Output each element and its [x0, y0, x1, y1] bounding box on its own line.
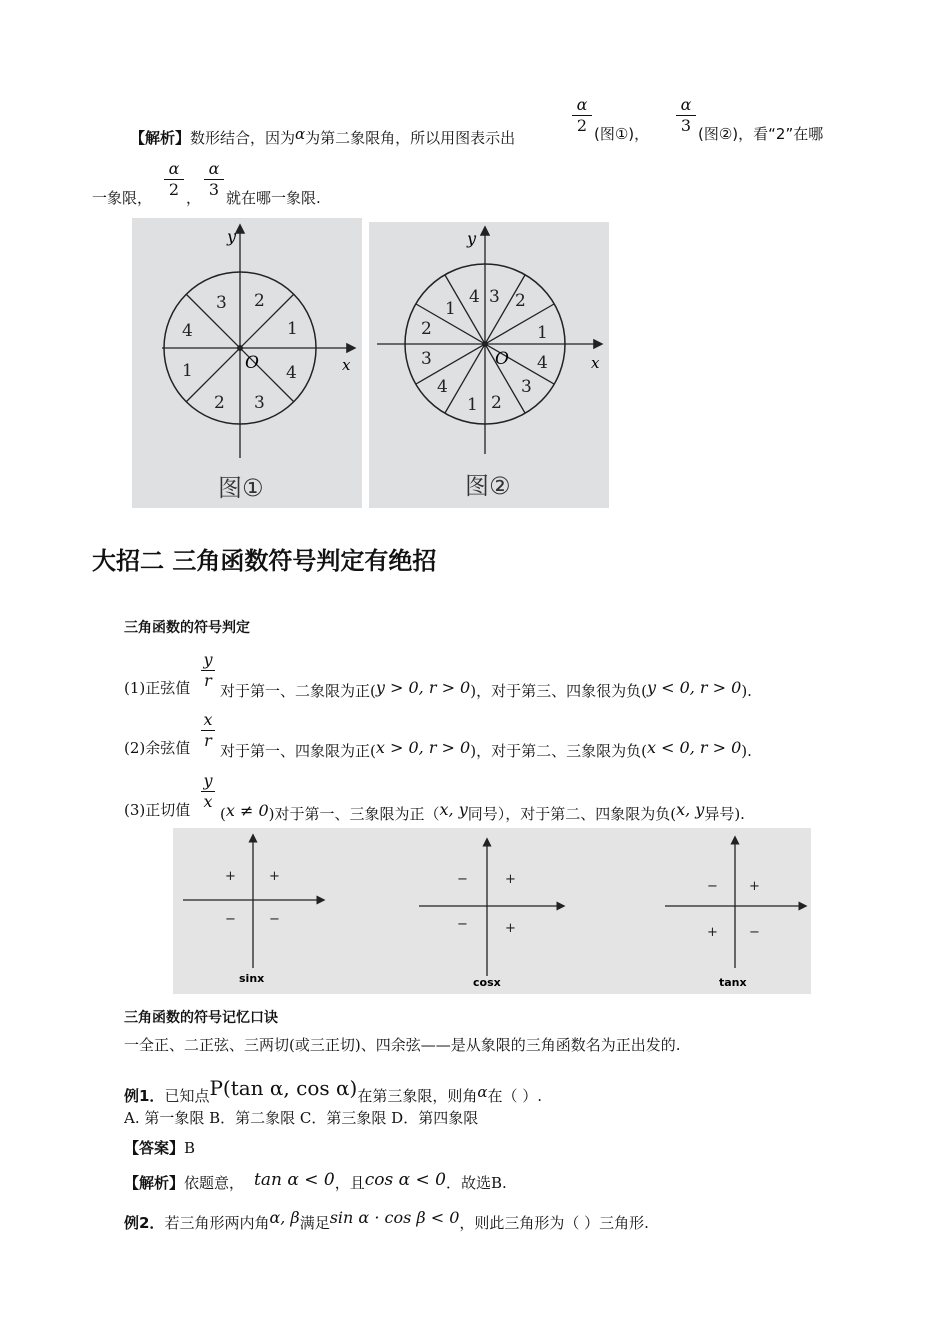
sector-label: 2	[254, 291, 265, 311]
sector-label: 1	[467, 395, 478, 415]
rule-2-text: 对于第一、四象限为正(x > 0, r > 0)，对于第二、三象限为负(x < 0, r > 0).	[220, 738, 752, 760]
cos-q3-sign: −	[457, 917, 468, 932]
fraction-y-over-r: y r	[201, 651, 215, 690]
example-2-question: 例2．若三角形两内角α, β满足sin α · cos β < 0，则此三角形为（ ）三角形.	[124, 1208, 649, 1232]
sin-q1-sign: +	[269, 869, 280, 884]
example-1-question: 例1．已知点P(tan α, cos α)在第三象限，则角α在（ ）.	[124, 1076, 543, 1105]
tan-q4-sign: −	[749, 925, 760, 940]
x-axis-label: x	[591, 354, 600, 372]
sector-label: 3	[521, 377, 532, 397]
rule-1-prefix: (1)正弦值	[124, 679, 191, 697]
sector-label: 2	[515, 291, 526, 311]
fraction-y-over-x: y x	[201, 772, 215, 811]
origin-label: O	[495, 349, 509, 369]
alpha-symbol: α	[295, 125, 306, 143]
sector-label: 2	[491, 393, 502, 413]
cos-q2-sign: −	[457, 872, 468, 887]
sector-label: 3	[421, 349, 432, 369]
figure-1-diagram	[132, 218, 362, 508]
cos-label: cosx	[473, 976, 501, 989]
cos-q4-sign: +	[505, 921, 516, 936]
cos-sign-diagram	[419, 840, 563, 989]
figure-1-photo	[132, 218, 362, 508]
y-axis-label: y	[227, 227, 237, 246]
cos-q1-sign: +	[505, 872, 516, 887]
sector-label: 1	[182, 361, 193, 381]
tan-q3-sign: +	[707, 925, 718, 940]
section-title: 大招二 三角函数符号判定有绝招	[92, 547, 437, 575]
example-1-options: A. 第一象限 B．第二象限 C．第三象限 D．第四象限	[124, 1109, 479, 1127]
analysis-label: 【解析】	[130, 129, 191, 147]
sector-label: 3	[489, 287, 500, 307]
sector-label: 1	[537, 323, 548, 343]
rule-1-text: 对于第一、二象限为正(y > 0, r > 0)，对于第三、四象很为负(y < 0, r > 0).	[220, 678, 752, 700]
sector-label: 3	[254, 393, 265, 413]
tan-q2-sign: −	[707, 879, 718, 894]
sector-label: 1	[287, 319, 298, 339]
example-1-analysis: 【解析】依题意， tan α < 0，且cos α < 0．故选B.	[124, 1170, 507, 1192]
sector-label: 2	[214, 393, 225, 413]
sin-q2-sign: +	[225, 869, 236, 884]
figure-2-caption: 图②	[465, 472, 511, 500]
memory-title: 三角函数的符号记忆口诀	[124, 1010, 278, 1026]
sector-label: 4	[437, 377, 448, 397]
tan-label: tanx	[719, 976, 747, 989]
rule-3-text: (x ≠ 0)对于第一、三象限为正（x, y同号），对于第二、四象限为负(x, y异号).	[220, 800, 745, 823]
fraction-x-over-r: x r	[201, 711, 215, 750]
sector-label: 2	[421, 319, 432, 339]
sin-sign-diagram	[183, 836, 323, 985]
sign-figure-photo	[173, 828, 811, 994]
rule-3-prefix: (3)正切值	[124, 801, 191, 819]
sector-label: 1	[445, 299, 456, 319]
sector-label: 4	[182, 321, 193, 341]
sin-label: sinx	[239, 972, 265, 985]
sector-label: 4	[537, 353, 548, 373]
point-expression: P(tan α, cos α)	[209, 1076, 358, 1100]
memory-text: 一全正、二正弦、三两切(或三正切)、四余弦——是从象限的三角函数名为正出发的.	[124, 1036, 681, 1054]
figure-1-caption: 图①	[218, 474, 264, 502]
x-axis-label: x	[342, 356, 351, 374]
analysis-line-1: 【解析】数形结合，因为α为第二象限角，所以用图表示出	[130, 125, 516, 147]
origin-label: O	[245, 353, 259, 373]
sector-label: 3	[216, 293, 227, 313]
sin-q4-sign: −	[269, 912, 280, 927]
y-axis-label: y	[467, 229, 477, 248]
sector-label: 4	[286, 363, 297, 383]
example-1-answer: 【答案】B	[124, 1139, 196, 1157]
sector-label: 4	[469, 287, 480, 307]
figure-2-photo	[369, 222, 609, 508]
fraction-alpha-over-2-b: α 2	[164, 160, 184, 199]
sign-rules-title: 三角函数的符号判定	[124, 620, 250, 636]
fraction-alpha-over-3-b: α 3	[204, 160, 224, 199]
fraction-alpha-over-3: α 3	[676, 96, 696, 135]
rule-2-prefix: (2)余弦值	[124, 739, 191, 757]
fraction-alpha-over-2: α 2	[572, 96, 592, 135]
tan-sign-diagram	[665, 838, 805, 989]
tan-q1-sign: +	[749, 879, 760, 894]
sin-q3-sign: −	[225, 912, 236, 927]
figure-2-diagram	[369, 222, 609, 508]
sign-figure-diagram	[173, 828, 811, 994]
